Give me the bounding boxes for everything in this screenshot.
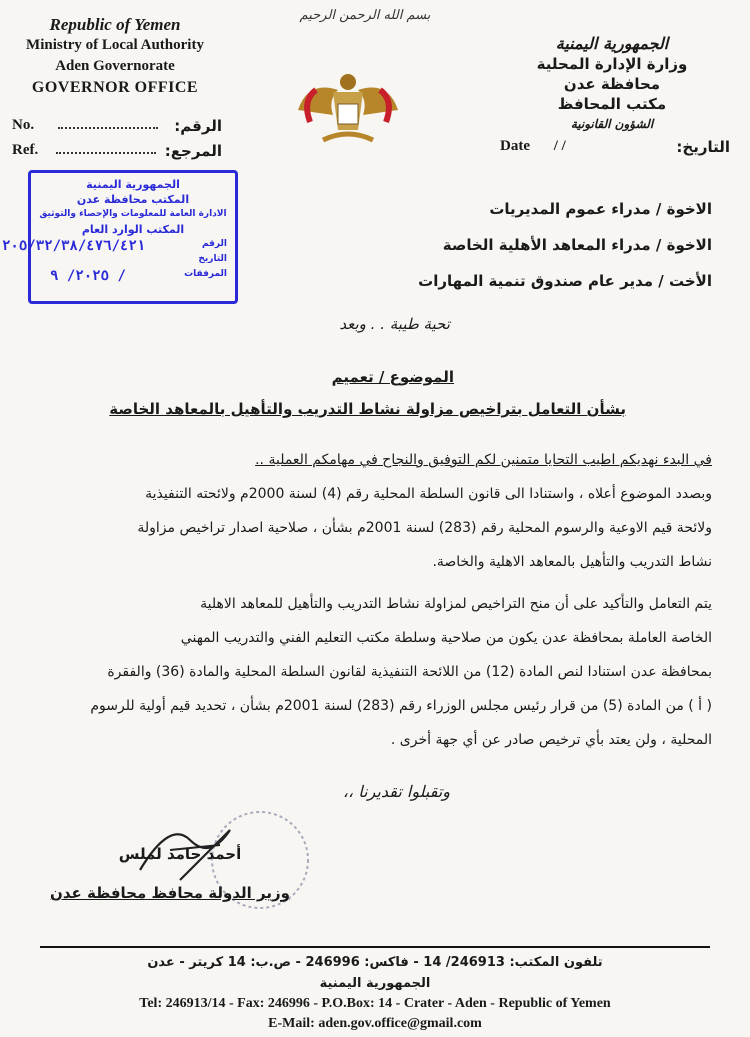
stamp-attachments-label: المرفقات (184, 269, 227, 279)
stamp-line-4: المكتب الوارد العام (81, 223, 185, 236)
english-letterhead (10, 14, 220, 98)
eagle-emblem-icon (288, 60, 408, 150)
stamp-number-label: الرقم (201, 239, 227, 249)
signer-title: وزير الدولة محافظ محافظة عدن (50, 884, 290, 902)
paragraph-line: نشاط التدريب والتأهيل بالمعاهد الاهلية والخاصة. (432, 554, 712, 570)
stamp-line-1: الجمهورية اليمنية (86, 178, 180, 191)
date-slashes: / / (553, 138, 566, 154)
paragraph-line: المحلية ، ولن يعتد بأي ترخيص صادر عن أي جهة أخرى . (390, 732, 712, 748)
footer-divider (40, 946, 710, 948)
footer-english-contact: Tel: 246913/14 - Fax: 246996 - P.O.Box: 14 - Crater - Aden - Republic of Yemen (139, 996, 611, 1011)
footer-arabic-country: الجمهورية اليمنية (319, 976, 431, 991)
stamp-date-label: التاريخ (198, 254, 227, 264)
paragraph-line: بمحافظة عدن استنادا لنص المادة (12) من اللائحة التنفيذية لقانون السلطة المحلية والمادة (36) والفقرة (107, 664, 712, 680)
addressee-3: الأخت / مدير عام صندوق تنمية المهارات (418, 272, 712, 290)
paragraph-line: ( أ ) من المادة (5) من قرار رئيس مجلس الوزراء رقم (283) لسنة 2001م بشأن ، تحديد قيم أولية للرسوم (90, 698, 712, 714)
number-field (58, 127, 158, 129)
paragraph-line: الخاصة العاملة بمحافظة عدن يكون من صلاحية وسلطة مكتب التعليم الفني والتدريب المهني (180, 630, 712, 646)
stamp-line-2: المكتب محافظة عدن (76, 193, 190, 206)
ar-governorate: محافظة عدن (563, 75, 661, 93)
ar-ministry: وزارة الإدارة المحلية (536, 55, 688, 73)
footer-arabic-contact: تلفون المكتب: 246913/ 14 - فاكس: 246996 - ص.ب: 14 كريتر - عدن (147, 955, 603, 970)
addressee-1: الاخوة / مدراء عموم المديريات (489, 200, 712, 218)
basmala: بسم الله الرحمن الرحيم (299, 8, 431, 23)
ar-republic: الجمهورية اليمنية (555, 34, 669, 53)
signer-name: أحمد حامد لملس (118, 845, 242, 863)
no-label: No. (12, 117, 35, 133)
date-row (500, 138, 730, 156)
en-office: GOVERNOR OFFICE (31, 79, 199, 96)
greeting: تحية طيبة . . وبعد (339, 315, 450, 333)
footer-email: E-Mail: aden.gov.office@gmail.com (268, 1016, 482, 1031)
number-row (12, 117, 222, 135)
stamp-handwritten-date: ٢٠٢٥/ ٩ / (50, 268, 126, 284)
ref-label: Ref. (12, 142, 39, 158)
yemen-emblem (288, 60, 408, 150)
stamp-line-3: الادارة العامة للمعلومات والإحصاء والتوثيق (39, 209, 227, 219)
reference-field (56, 152, 156, 154)
ar-no-label: الرقم: (174, 117, 222, 135)
en-republic: Republic of Yemen (49, 15, 181, 34)
subject-title: بشأن التعامل بتراخيص مزاولة نشاط التدريب والتأهيل بالمعاهد الخاصة (109, 400, 626, 418)
arabic-letterhead (492, 34, 732, 134)
ar-legal-affairs: الشؤون القانونية (570, 117, 654, 131)
paragraph-line: في البدء نهديكم اطيب التحايا متمنين لكم التوفيق والنجاح في مهامكم العملية .. (255, 452, 712, 468)
ar-ref-label: المرجع: (164, 142, 222, 160)
reference-row (12, 142, 222, 160)
addressee-2: الاخوة / مدراء المعاهد الأهلية الخاصة (442, 236, 712, 254)
stamp-handwritten-number: ٢٠٥/٣٢/٣٨/٤٧٦/٤٢١ (2, 238, 146, 254)
en-governorate: Aden Governorate (55, 58, 175, 74)
closing: وتقبلوا تقديرنا ،، (342, 782, 450, 801)
ar-office: مكتب المحافظ (557, 95, 667, 113)
date-label: Date (500, 138, 530, 154)
subject-label: الموضوع / تعميم (331, 368, 454, 386)
paragraph-line: ولائحة قيم الاوعية والرسوم المحلية رقم (283) لسنة 2001م بشأن ، صلاحية اصدار تراخيص مزاولة (137, 520, 712, 536)
ar-date-label: التاريخ: (676, 138, 730, 156)
en-ministry: Ministry of Local Authority (26, 37, 204, 53)
paragraph-line: وبصدد الموضوع أعلاه ، واستنادا الى قانون السلطة المحلية رقم (4) لسنة 2000م ولائحته التنفيذية (145, 486, 712, 502)
paragraph-line: يتم التعامل والتأكيد على أن منح التراخيص لمزاولة نشاط التدريب والتأهيل للمعاهد الاهلية (200, 596, 712, 612)
